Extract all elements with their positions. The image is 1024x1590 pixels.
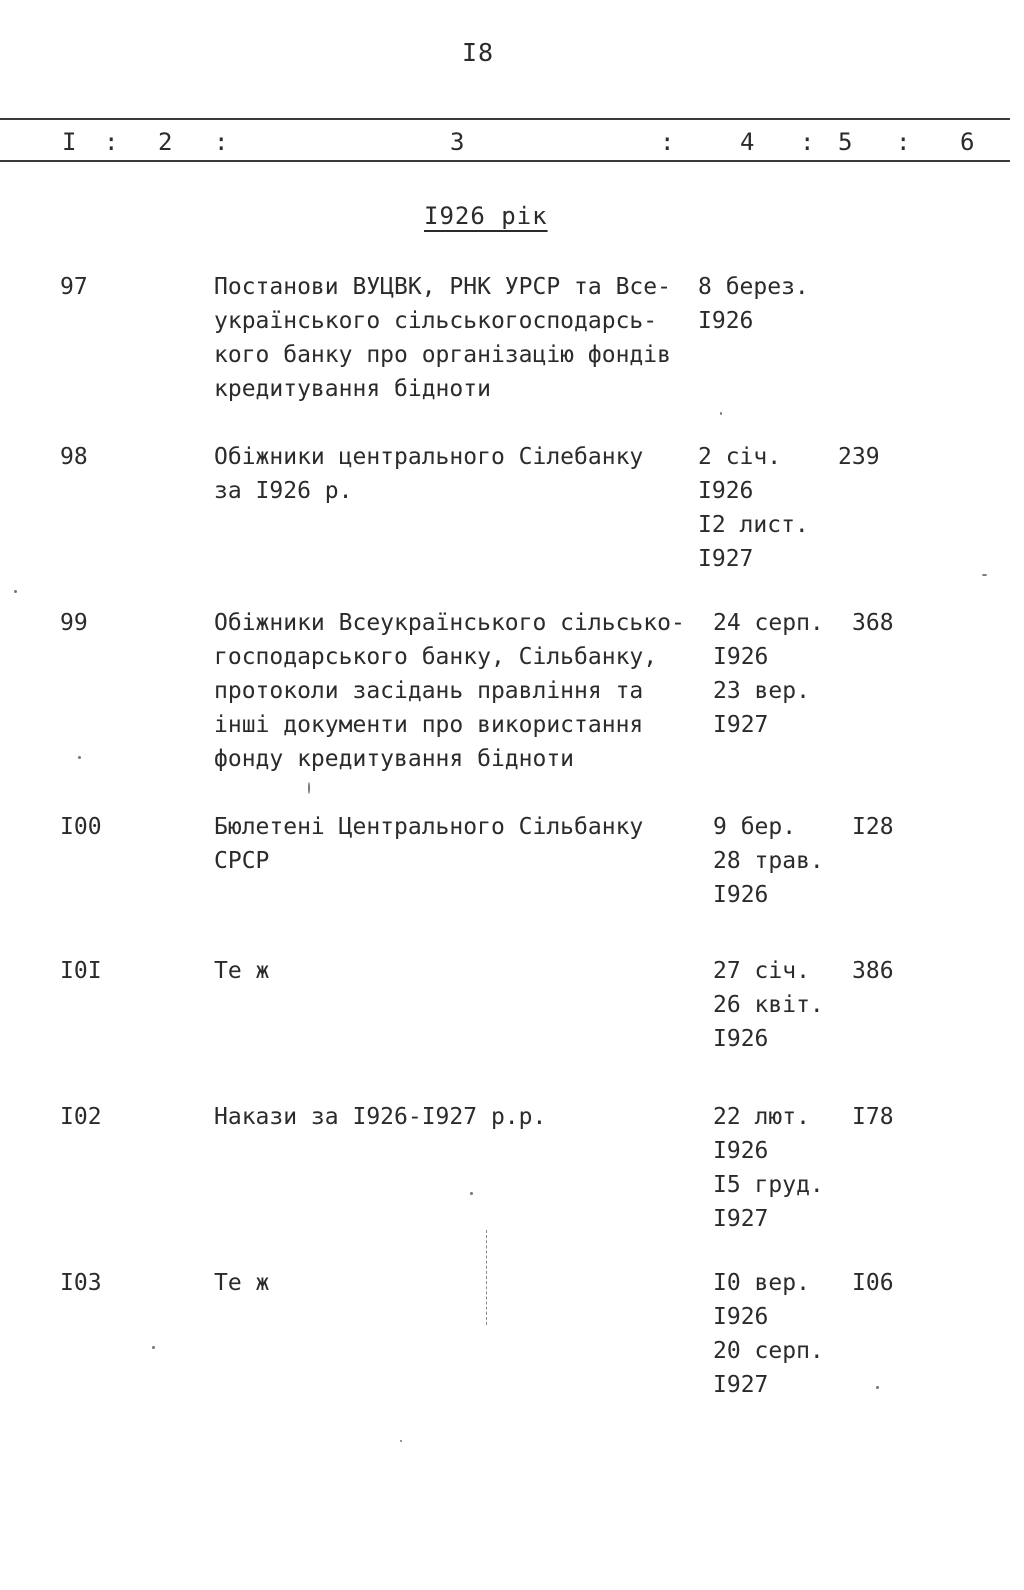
entry-dates (698, 270, 809, 338)
entry-title (214, 440, 694, 508)
date-line: I5 груд. (713, 1172, 824, 1198)
entry-number: 99 (60, 610, 88, 636)
entry-sheet-count: 239 (838, 444, 880, 470)
column-header-3: 3 (450, 128, 465, 156)
column-header-4: 4 (740, 128, 755, 156)
date-line: 28 трав. (713, 848, 824, 874)
entry-sheet-count: I78 (852, 1104, 894, 1130)
entry-title (214, 1100, 694, 1134)
entry-sheet-count: 386 (852, 958, 894, 984)
date-line: 26 квіт. (713, 992, 824, 1018)
date-line: I0 вер. (713, 1270, 810, 1296)
entry-title (214, 810, 694, 878)
title-line: Бюлетені Центрального Сільбанку (214, 814, 644, 840)
date-line: 20 серп. (713, 1338, 824, 1364)
column-separator: : (800, 128, 815, 156)
header-bottom-rule (0, 160, 1010, 162)
scan-speck (14, 590, 17, 593)
date-line: I2 лист. (698, 512, 809, 538)
date-line: I926 (713, 1138, 769, 1164)
title-line: Обіжники центрального Сілебанку (214, 444, 644, 470)
entry-dates (713, 606, 824, 742)
column-header-5: 5 (838, 128, 853, 156)
date-line: I927 (713, 1372, 769, 1398)
column-header-1: I (62, 128, 77, 156)
scan-speck (720, 412, 722, 415)
title-line: Те ж (214, 1270, 270, 1296)
scan-speck (308, 782, 310, 794)
date-line: I926 (698, 478, 754, 504)
entry-title (214, 270, 694, 406)
section-title: I926 рік (424, 202, 548, 230)
entry-title (214, 1266, 694, 1300)
date-line: I926 (713, 1026, 769, 1052)
entry-dates (713, 1266, 824, 1402)
title-line: Те ж (214, 958, 270, 984)
column-header-6: 6 (960, 128, 975, 156)
title-line: СРСР (214, 848, 270, 874)
title-line: господарського банку, Сільбанку, (214, 644, 658, 670)
entry-number: I00 (60, 814, 102, 840)
entry-sheet-count: I06 (852, 1270, 894, 1296)
date-line: I926 (713, 882, 769, 908)
scan-artifact-line (486, 1230, 488, 1325)
column-header-2: 2 (158, 128, 173, 156)
title-line: фонду кредитування бідноти (214, 746, 575, 772)
title-line: Постанови ВУЦВК, РНК УРСР та Все- (214, 274, 671, 300)
entry-sheet-count: 368 (852, 610, 894, 636)
entry-number: 97 (60, 274, 88, 300)
date-line: 24 серп. (713, 610, 824, 636)
scan-speck (78, 756, 81, 759)
date-line: I926 (713, 1304, 769, 1330)
date-line: 2 січ. (698, 444, 782, 470)
entry-number: I0I (60, 958, 102, 984)
title-line: Обіжники Всеукраїнського сільсько- (214, 610, 685, 636)
date-line: 22 лют. (713, 1104, 810, 1130)
date-line: 27 січ. (713, 958, 810, 984)
scan-speck (152, 1346, 155, 1349)
title-line: інші документи про використання (214, 712, 644, 738)
title-line: протоколи засідань правління та (214, 678, 644, 704)
scan-speck (982, 574, 987, 576)
entry-number: 98 (60, 444, 88, 470)
entry-dates (713, 1100, 824, 1236)
column-header-row (0, 124, 1010, 158)
entry-dates (713, 954, 824, 1056)
column-separator: : (214, 128, 229, 156)
date-line: I927 (713, 712, 769, 738)
scan-speck (400, 1440, 402, 1442)
date-line: I927 (698, 546, 754, 572)
date-line: I927 (713, 1206, 769, 1232)
scan-speck (470, 1192, 473, 1195)
page-number: I8 (462, 38, 495, 67)
entry-title (214, 954, 694, 988)
title-line: українського сільськогосподарсь- (214, 308, 658, 334)
entry-dates (698, 440, 809, 576)
scan-speck (876, 1386, 879, 1389)
entry-sheet-count: I28 (852, 814, 894, 840)
date-line: I926 (713, 644, 769, 670)
entry-dates (713, 810, 824, 912)
column-separator: : (660, 128, 675, 156)
entry-number: I02 (60, 1104, 102, 1130)
title-line: за I926 р. (214, 478, 353, 504)
entry-number: I03 (60, 1270, 102, 1296)
column-separator: : (104, 128, 119, 156)
title-line: кого банку про організацію фондів (214, 342, 671, 368)
date-line: 23 вер. (713, 678, 810, 704)
header-top-rule (0, 118, 1010, 120)
title-line: Накази за I926-I927 р.р. (214, 1104, 547, 1130)
date-line: 8 берез. (698, 274, 809, 300)
entry-title (214, 606, 694, 776)
column-separator: : (896, 128, 911, 156)
title-line: кредитування бідноти (214, 376, 491, 402)
date-line: I926 (698, 308, 754, 334)
date-line: 9 бер. (713, 814, 797, 840)
